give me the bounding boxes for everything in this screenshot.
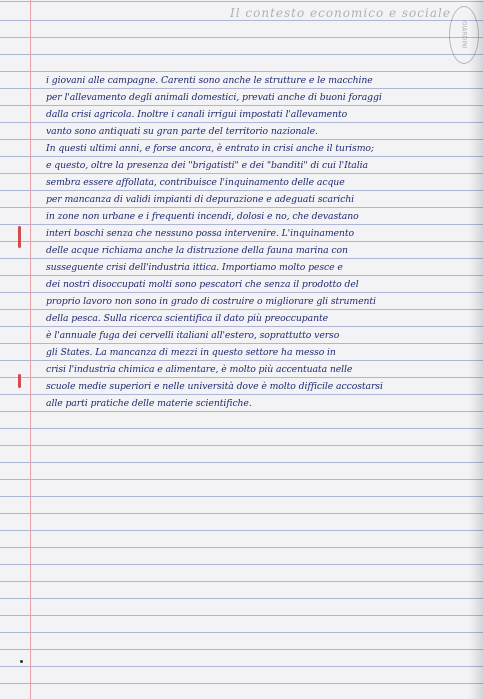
text-line: è l'annuale fuga dei cervelli italiani all'estero, soprattutto verso [46,330,340,341]
page-edge-shadow [469,0,483,699]
text-line: sembra essere affollata, contribuisce l'inquinamento delle acque [46,177,345,188]
text-line: proprio lavoro non sono in grado di costruire o migliorare gli strumenti [46,296,376,307]
text-line: susseguente crisi dell'industria ittica. Importiamo molto pesce e [46,262,343,273]
ink-dot [20,660,23,663]
text-line: scuole medie superiori e nelle università dove è molto difficile accostarsi [46,381,383,392]
stamp-seal: GIARDINI [449,6,479,64]
text-line: gli States. La mancanza di mezzi in questo settore ha messo in [46,347,336,358]
margin-line [30,0,31,699]
text-line: dalla crisi agricola. Inoltre i canali irrigui impostati l'allevamento [46,109,348,120]
text-line: i giovani alle campagne. Carenti sono anche le strutture e le macchine [46,75,373,86]
faded-header-text: Il contesto economico e sociale [230,6,451,20]
text-line: vanto sono antiquati su gran parte del territorio nazionale. [46,126,318,137]
text-line: crisi l'industria chimica e alimentare, è molto più accentuata nelle [46,364,353,375]
red-margin-mark [18,226,21,248]
red-margin-mark [18,374,21,388]
text-line: alle parti pratiche delle materie scientifiche. [46,398,252,409]
text-line: delle acque richiama anche la distruzione della fauna marina con [46,245,348,256]
text-line: interi boschi senza che nessuno possa intervenire. L'inquinamento [46,228,354,239]
text-line: per mancanza di validi impianti di depurazione e adeguati scarichi [46,194,355,205]
text-line: dei nostri disoccupati molti sono pescatori che senza il prodotto del [46,279,359,290]
handwritten-paragraph [46,72,466,412]
text-line: e questo, oltre la presenza dei "brigatisti" e dei "banditi" di cui l'Italia [46,160,368,171]
text-line: della pesca. Sulla ricerca scientifica il dato più preoccupante [46,313,328,324]
text-line: In questi ultimi anni, e forse ancora, è entrato in crisi anche il turismo; [46,143,374,154]
text-line: per l'allevamento degli animali domestici, prevati anche di buoni foraggi [46,92,382,103]
text-line: in zone non urbane e i frequenti incendi, dolosi e no, che devastano [46,211,359,222]
